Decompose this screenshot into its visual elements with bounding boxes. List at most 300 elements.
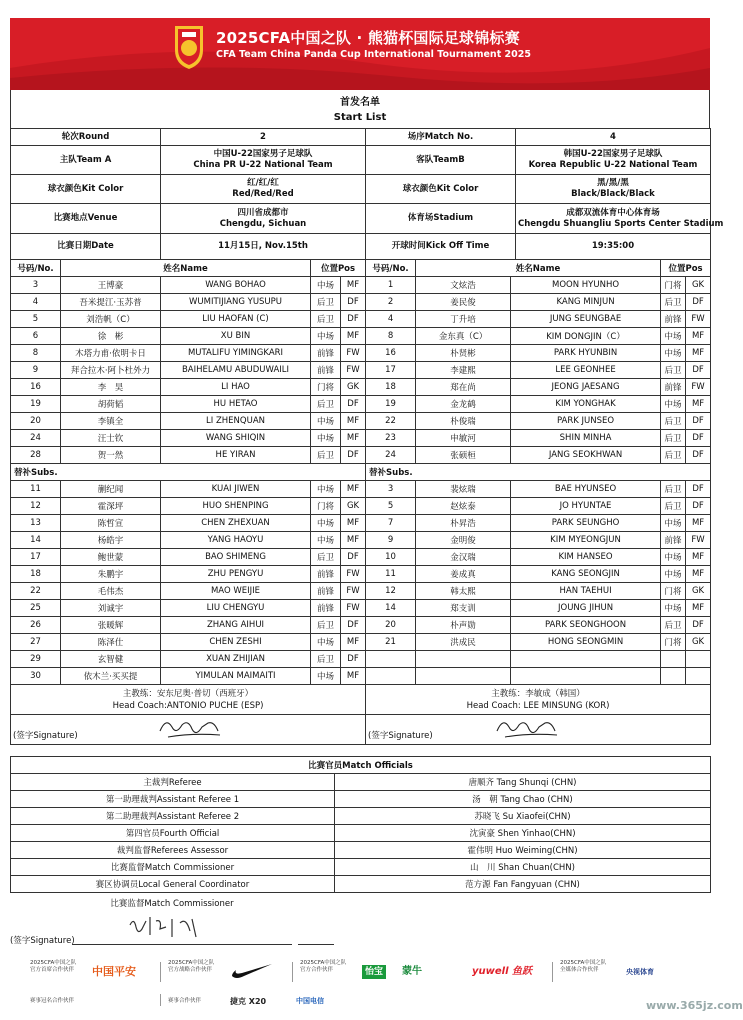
official-row bbox=[11, 876, 711, 893]
team-b-player-position-cn: 后卫 bbox=[661, 294, 686, 311]
team-a-player-name-en: BAO SHIMENG bbox=[161, 549, 311, 566]
team-a-player-number: 25 bbox=[11, 600, 61, 617]
signature-row bbox=[11, 715, 711, 745]
team-b-player-name-cn: 文炫浩 bbox=[416, 277, 511, 294]
round-label: 轮次Round bbox=[11, 129, 161, 146]
team-a-player-name-cn: 霍深坪 bbox=[61, 498, 161, 515]
team-a-player-name-en: YIMULAN MAIMAITI bbox=[161, 668, 311, 685]
team-b-player-name-en: KIM DONGJIN（C） bbox=[511, 328, 661, 345]
official-name: 汤 朝 Tang Chao (CHN) bbox=[335, 791, 711, 808]
team-a-player-name-en: WANG SHIQIN bbox=[161, 430, 311, 447]
team-b-player-name-en bbox=[511, 651, 661, 668]
team-b-player-name-en: KANG SEONGJIN bbox=[511, 566, 661, 583]
team-a-player-position-code: MF bbox=[341, 634, 366, 651]
team-b-player-position-code: GK bbox=[686, 634, 711, 651]
team-a-player-number: 17 bbox=[11, 549, 61, 566]
team-b-player-position-cn: 门将 bbox=[661, 277, 686, 294]
sub-row bbox=[11, 600, 711, 617]
team-b-player-number: 4 bbox=[366, 311, 416, 328]
team-b-player-position-code: DF bbox=[686, 362, 711, 379]
sponsor-1-line1: 2025CFA中国之队 bbox=[30, 960, 77, 966]
team-b-player-position-cn: 中场 bbox=[661, 515, 686, 532]
team-a-player-position-code: MF bbox=[341, 277, 366, 294]
team-a-player-number: 9 bbox=[11, 362, 61, 379]
sponsor-row2-caption-2: 赛事合作伙伴 bbox=[168, 998, 202, 1004]
team-a-player-name-en: BAIHELAMU ABUDUWAILI bbox=[161, 362, 311, 379]
team-a-player-position-cn: 后卫 bbox=[311, 447, 341, 464]
team-a-player-name-en: ZHANG AIHUI bbox=[161, 617, 311, 634]
team-a-player-name-cn: 依木兰·买买提 bbox=[61, 668, 161, 685]
team-a-player-name-en: CHEN ZHEXUAN bbox=[161, 515, 311, 532]
team-b-player-number: 9 bbox=[366, 532, 416, 549]
team-b-player-position-code: DF bbox=[686, 430, 711, 447]
team-b-player-name-cn: 郑支训 bbox=[416, 600, 511, 617]
team-b-player-name-en: PARK SEUNGHO bbox=[511, 515, 661, 532]
stadium-en: Chengdu Shuangliu Sports Center Stadium bbox=[518, 218, 724, 229]
team-a-player-position-cn: 中场 bbox=[311, 430, 341, 447]
sponsor-divider bbox=[160, 962, 161, 982]
sponsor-caption-4 bbox=[560, 960, 620, 984]
team-a-player-position-cn: 前锋 bbox=[311, 345, 341, 362]
sponsor-cctv-sports-logo: 央视体育 bbox=[626, 968, 654, 976]
match-label: 场序Match No. bbox=[366, 129, 516, 146]
team-a-player-name-cn: 张暖辉 bbox=[61, 617, 161, 634]
official-row bbox=[11, 774, 711, 791]
team-a-player-name-en: MAO WEIJIE bbox=[161, 583, 311, 600]
venue-cn: 四川省成都市 bbox=[237, 207, 289, 218]
signature-line bbox=[72, 944, 292, 945]
team-a-player-name-cn: 陈泽仕 bbox=[61, 634, 161, 651]
team-b-player-name-en: KIM MYEONGJUN bbox=[511, 532, 661, 549]
team-b-player-number: 14 bbox=[366, 600, 416, 617]
team-b-player-position-code: DF bbox=[686, 413, 711, 430]
team-b-player-position-cn bbox=[661, 651, 686, 668]
cfa-logo-icon bbox=[172, 24, 206, 70]
team-a-player-position-cn: 后卫 bbox=[311, 549, 341, 566]
starter-row bbox=[11, 430, 711, 447]
sponsor-3-line2: 官方合作伙伴 bbox=[300, 967, 334, 973]
kit-a-value bbox=[161, 175, 366, 204]
sponsor-caption-1 bbox=[30, 960, 90, 984]
team-a-player-number: 11 bbox=[11, 481, 61, 498]
team-a-player-name-cn: 木塔力甫·依明卡日 bbox=[61, 345, 161, 362]
team-b-player-name-en: HAN TAEHUI bbox=[511, 583, 661, 600]
team-a-value bbox=[161, 146, 366, 175]
officials-title: 比赛官员Match Officials bbox=[11, 757, 711, 774]
team-a-player-number: 16 bbox=[11, 379, 61, 396]
match-value: 4 bbox=[516, 129, 711, 146]
team-a-player-position-cn: 前锋 bbox=[311, 566, 341, 583]
starter-row bbox=[11, 345, 711, 362]
team-a-player-number: 26 bbox=[11, 617, 61, 634]
team-a-signature-cell bbox=[11, 715, 366, 745]
starter-row bbox=[11, 447, 711, 464]
official-name: 苏晓飞 Su Xiaofei(CHN) bbox=[335, 808, 711, 825]
sponsor-4-line1: 2025CFA中国之队 bbox=[560, 960, 607, 966]
team-b-player-name-en: KIM HANSEO bbox=[511, 549, 661, 566]
team-b-player-number: 2 bbox=[366, 294, 416, 311]
official-role: 裁判监督Referees Assessor bbox=[11, 842, 335, 859]
team-b-player-position-cn: 后卫 bbox=[661, 447, 686, 464]
team-b-player-position-code: FW bbox=[686, 379, 711, 396]
sponsor-divider bbox=[292, 962, 293, 982]
team-a-col-pos: 位置Pos bbox=[311, 260, 366, 277]
team-b-player-number: 10 bbox=[366, 549, 416, 566]
team-a-player-name-cn: 徐 彬 bbox=[61, 328, 161, 345]
sub-row bbox=[11, 498, 711, 515]
stadium-value bbox=[516, 204, 724, 234]
team-b-signature-label: (签字Signature) bbox=[368, 731, 433, 741]
team-a-player-name-cn: 李 昊 bbox=[61, 379, 161, 396]
venue-value bbox=[161, 204, 366, 234]
team-a-player-name-cn: 贺一然 bbox=[61, 447, 161, 464]
team-a-player-position-code: GK bbox=[341, 498, 366, 515]
team-a-player-number: 29 bbox=[11, 651, 61, 668]
date-label: 比赛日期Date bbox=[11, 234, 161, 260]
team-b-player-position-cn: 中场 bbox=[661, 566, 686, 583]
team-b-player-name-cn: 赵炫泰 bbox=[416, 498, 511, 515]
team-a-player-name-cn: 杨皓宇 bbox=[61, 532, 161, 549]
team-a-player-position-code: MF bbox=[341, 668, 366, 685]
team-a-player-position-code: DF bbox=[341, 311, 366, 328]
team-a-player-position-cn: 中场 bbox=[311, 481, 341, 498]
team-b-player-name-cn: 金汉瑞 bbox=[416, 549, 511, 566]
team-a-col-name: 姓名Name bbox=[61, 260, 311, 277]
official-role: 第二助理裁判Assistant Referee 2 bbox=[11, 808, 335, 825]
sponsor-mengniu-logo: 蒙牛 bbox=[402, 966, 422, 977]
sub-row bbox=[11, 583, 711, 600]
sub-row bbox=[11, 481, 711, 498]
team-a-player-name-cn: 刘浩帆（C） bbox=[61, 311, 161, 328]
team-b-player-name-en: PARK SEONGHOON bbox=[511, 617, 661, 634]
team-b-player-position-cn: 后卫 bbox=[661, 498, 686, 515]
team-b-player-number: 20 bbox=[366, 617, 416, 634]
team-b-player-number: 24 bbox=[366, 447, 416, 464]
team-a-player-name-en: HU HETAO bbox=[161, 396, 311, 413]
team-b-player-name-en: HONG SEONGMIN bbox=[511, 634, 661, 651]
sponsor-row2-caption-1: 赛事冠名合作伙伴 bbox=[30, 998, 75, 1004]
team-a-player-name-en: LIU HAOFAN (C) bbox=[161, 311, 311, 328]
team-a-player-name-en: HUO SHENPING bbox=[161, 498, 311, 515]
team-a-player-position-cn: 前锋 bbox=[311, 362, 341, 379]
team-b-player-name-cn: 朴贤彬 bbox=[416, 345, 511, 362]
team-a-player-name-cn: 鲍世蒙 bbox=[61, 549, 161, 566]
commissioner-label: 比赛监督Match Commissioner bbox=[110, 899, 234, 909]
team-a-player-position-code: DF bbox=[341, 651, 366, 668]
team-a-player-position-cn: 后卫 bbox=[311, 396, 341, 413]
sponsor-3-line1: 2025CFA中国之队 bbox=[300, 960, 347, 966]
team-b-player-position-cn: 前锋 bbox=[661, 311, 686, 328]
kickoff-label: 开球时间Kick Off Time bbox=[366, 234, 516, 260]
roster-header-row bbox=[11, 260, 711, 277]
team-a-player-number: 30 bbox=[11, 668, 61, 685]
team-b-player-name-cn: 金龙鹤 bbox=[416, 396, 511, 413]
team-b-player-number: 18 bbox=[366, 379, 416, 396]
team-b-player-position-code: MF bbox=[686, 396, 711, 413]
team-b-player-number: 3 bbox=[366, 481, 416, 498]
official-row bbox=[11, 791, 711, 808]
sponsor-jetour-logo: 捷克 X20 bbox=[230, 997, 267, 1006]
team-b-col-name: 姓名Name bbox=[416, 260, 661, 277]
team-b-player-number: 8 bbox=[366, 328, 416, 345]
team-b-player-name-en bbox=[511, 668, 661, 685]
start-list-title-cn: 首发名单 bbox=[340, 97, 380, 108]
team-a-player-position-code: FW bbox=[341, 600, 366, 617]
team-a-player-position-cn: 后卫 bbox=[311, 311, 341, 328]
team-b-player-number: 16 bbox=[366, 345, 416, 362]
team-b-player-number: 12 bbox=[366, 583, 416, 600]
team-a-cn: 中国U-22国家男子足球队 bbox=[213, 149, 313, 159]
team-b-player-name-cn bbox=[416, 651, 511, 668]
team-b-player-name-cn: 朴声勋 bbox=[416, 617, 511, 634]
team-b-player-position-code: MF bbox=[686, 549, 711, 566]
team-a-player-position-code: MF bbox=[341, 515, 366, 532]
team-b-handwritten-signature bbox=[493, 715, 563, 741]
team-a-player-name-cn: 胡荷韬 bbox=[61, 396, 161, 413]
team-b-player-number: 22 bbox=[366, 413, 416, 430]
sponsor-caption-2 bbox=[168, 960, 228, 984]
team-b-player-position-cn: 前锋 bbox=[661, 379, 686, 396]
team-b-player-name-en: LEE GEONHEE bbox=[511, 362, 661, 379]
team-b-player-position-code: DF bbox=[686, 481, 711, 498]
team-b-player-position-code: FW bbox=[686, 532, 711, 549]
team-a-player-position-code: MF bbox=[341, 328, 366, 345]
team-b-player-name-en: JOUNG JIHUN bbox=[511, 600, 661, 617]
team-a-player-position-cn: 中场 bbox=[311, 668, 341, 685]
team-b-player-position-cn: 前锋 bbox=[661, 532, 686, 549]
team-b-player-position-code: DF bbox=[686, 617, 711, 634]
kickoff-value: 19:35:00 bbox=[516, 234, 711, 260]
team-a-player-name-cn: 拜合拉木·阿卜杜外力 bbox=[61, 362, 161, 379]
signature-line-short bbox=[298, 944, 334, 945]
team-a-player-position-code: DF bbox=[341, 617, 366, 634]
team-a-player-position-cn: 门将 bbox=[311, 498, 341, 515]
team-b-player-position-cn: 门将 bbox=[661, 634, 686, 651]
team-a-handwritten-signature bbox=[156, 715, 226, 741]
team-a-player-position-code: DF bbox=[341, 447, 366, 464]
kit-b-value bbox=[516, 175, 711, 204]
official-name: 霍伟明 Huo Weiming(CHN) bbox=[335, 842, 711, 859]
team-b-player-position-cn: 后卫 bbox=[661, 481, 686, 498]
round-value: 2 bbox=[161, 129, 366, 146]
team-b-player-number bbox=[366, 668, 416, 685]
team-a-player-name-cn: 蒯纪闻 bbox=[61, 481, 161, 498]
team-b-player-name-en: KANG MINJUN bbox=[511, 294, 661, 311]
kit-a-cn: 红/红/红 bbox=[247, 178, 279, 188]
starter-row bbox=[11, 328, 711, 345]
sponsor-pingan-logo: 中国平安 bbox=[92, 965, 136, 978]
team-a-player-position-code: DF bbox=[341, 549, 366, 566]
team-b-player-position-cn: 中场 bbox=[661, 328, 686, 345]
official-role: 第一助理裁判Assistant Referee 1 bbox=[11, 791, 335, 808]
team-b-player-position-cn: 后卫 bbox=[661, 362, 686, 379]
team-b-player-number: 21 bbox=[366, 634, 416, 651]
team-a-player-name-cn: 李镇全 bbox=[61, 413, 161, 430]
team-a-player-name-en: LI HAO bbox=[161, 379, 311, 396]
team-a-player-name-en: XU BIN bbox=[161, 328, 311, 345]
coach-row bbox=[11, 685, 711, 715]
team-b-player-position-code: MF bbox=[686, 328, 711, 345]
starter-row bbox=[11, 362, 711, 379]
team-b-col-pos: 位置Pos bbox=[661, 260, 711, 277]
venue-label: 比赛地点Venue bbox=[11, 204, 161, 234]
team-b-label: 客队TeamB bbox=[366, 146, 516, 175]
team-b-player-position-cn: 中场 bbox=[661, 600, 686, 617]
sub-row bbox=[11, 566, 711, 583]
officials-table bbox=[10, 756, 711, 893]
team-b-player-name-en: KIM YONGHAK bbox=[511, 396, 661, 413]
team-b-player-name-en: BAE HYUNSEO bbox=[511, 481, 661, 498]
team-b-player-position-code bbox=[686, 668, 711, 685]
team-a-player-name-cn: 刘诚宇 bbox=[61, 600, 161, 617]
team-b-coach-en: Head Coach: LEE MINSUNG (KOR) bbox=[466, 700, 610, 711]
venue-en: Chengdu, Sichuan bbox=[219, 218, 307, 229]
team-a-player-number: 19 bbox=[11, 396, 61, 413]
official-row bbox=[11, 842, 711, 859]
team-b-player-number: 19 bbox=[366, 396, 416, 413]
official-row bbox=[11, 859, 711, 876]
sub-row bbox=[11, 651, 711, 668]
team-a-player-position-code: DF bbox=[341, 396, 366, 413]
sub-row bbox=[11, 617, 711, 634]
team-a-player-number: 20 bbox=[11, 413, 61, 430]
team-a-player-name-en: WUMITIJIANG YUSUPU bbox=[161, 294, 311, 311]
starter-row bbox=[11, 311, 711, 328]
team-a-player-position-cn: 中场 bbox=[311, 413, 341, 430]
team-b-player-number: 11 bbox=[366, 566, 416, 583]
nike-swoosh-icon bbox=[230, 962, 274, 980]
team-b-player-position-cn: 后卫 bbox=[661, 413, 686, 430]
team-a-coach-en: Head Coach:ANTONIO PUCHE (ESP) bbox=[112, 700, 264, 711]
roster-table bbox=[10, 259, 711, 745]
team-b-player-position-cn: 后卫 bbox=[661, 430, 686, 447]
team-a-player-number: 22 bbox=[11, 583, 61, 600]
team-a-player-position-cn: 前锋 bbox=[311, 583, 341, 600]
team-b-player-name-cn: 姜民俊 bbox=[416, 294, 511, 311]
kit-b-en: Black/Black/Black bbox=[571, 189, 655, 199]
stadium-cn: 成都双流体育中心体育场 bbox=[566, 207, 660, 218]
team-b-player-name-cn: 姜成真 bbox=[416, 566, 511, 583]
sub-row bbox=[11, 549, 711, 566]
official-role: 赛区协调员Local General Coordinator bbox=[11, 876, 335, 893]
team-b-player-name-en: SHIN MINHA bbox=[511, 430, 661, 447]
team-a-coach bbox=[11, 685, 366, 715]
subs-section-row bbox=[11, 464, 711, 481]
team-b-player-name-cn: 丁升培 bbox=[416, 311, 511, 328]
team-a-player-position-code: FW bbox=[341, 566, 366, 583]
team-b-subs-label: 替补Subs. bbox=[366, 464, 711, 481]
team-b-en: Korea Republic U-22 National Team bbox=[528, 160, 698, 170]
team-a-player-name-en: HE YIRAN bbox=[161, 447, 311, 464]
team-a-col-no: 号码/No. bbox=[11, 260, 61, 277]
team-a-player-name-cn: 毛伟杰 bbox=[61, 583, 161, 600]
sponsor-divider bbox=[160, 994, 161, 1006]
team-b-player-name-en: JEONG JAESANG bbox=[511, 379, 661, 396]
team-b-player-name-cn: 裴炫瑞 bbox=[416, 481, 511, 498]
team-b-value bbox=[516, 146, 711, 175]
team-a-player-position-code: GK bbox=[341, 379, 366, 396]
sub-row bbox=[11, 634, 711, 651]
team-a-player-position-cn: 前锋 bbox=[311, 600, 341, 617]
team-b-player-position-code: MF bbox=[686, 566, 711, 583]
team-a-player-name-en: LI ZHENQUAN bbox=[161, 413, 311, 430]
team-a-player-number: 14 bbox=[11, 532, 61, 549]
official-role: 第四官员Fourth Official bbox=[11, 825, 335, 842]
team-a-player-number: 27 bbox=[11, 634, 61, 651]
team-b-player-position-cn: 后卫 bbox=[661, 617, 686, 634]
team-b-player-position-code: GK bbox=[686, 277, 711, 294]
kit-a-label: 球衣颜色Kit Color bbox=[11, 175, 161, 204]
sponsor-1-line2: 官方首席合作伙伴 bbox=[30, 967, 75, 973]
team-b-player-number bbox=[366, 651, 416, 668]
team-a-player-name-en: KUAI JIWEN bbox=[161, 481, 311, 498]
team-b-player-position-cn: 中场 bbox=[661, 345, 686, 362]
team-b-player-number: 7 bbox=[366, 515, 416, 532]
team-a-label: 主队Team A bbox=[11, 146, 161, 175]
team-b-player-position-code: MF bbox=[686, 345, 711, 362]
team-a-player-number: 5 bbox=[11, 311, 61, 328]
team-a-player-number: 24 bbox=[11, 430, 61, 447]
team-a-player-name-cn: 汪士钦 bbox=[61, 430, 161, 447]
team-a-player-position-cn: 后卫 bbox=[311, 651, 341, 668]
stadium-label: 体育场Stadium bbox=[366, 204, 516, 234]
team-a-player-position-code: FW bbox=[341, 362, 366, 379]
team-a-player-position-cn: 门将 bbox=[311, 379, 341, 396]
team-a-player-position-code: DF bbox=[341, 294, 366, 311]
sponsor-china-telecom-logo: 中国电信 bbox=[296, 997, 324, 1005]
kit-b-label: 球衣颜色Kit Color bbox=[366, 175, 516, 204]
team-b-player-name-cn: 张硕桓 bbox=[416, 447, 511, 464]
team-a-player-number: 18 bbox=[11, 566, 61, 583]
official-name: 山 川 Shan Chuan(CHN) bbox=[335, 859, 711, 876]
team-b-player-position-cn: 中场 bbox=[661, 549, 686, 566]
team-b-player-position-cn: 中场 bbox=[661, 396, 686, 413]
team-a-player-number: 6 bbox=[11, 328, 61, 345]
team-b-player-position-cn: 门将 bbox=[661, 583, 686, 600]
sponsor-4-line2: 全媒体合作伙伴 bbox=[560, 967, 599, 973]
starter-row bbox=[11, 396, 711, 413]
team-b-player-number: 5 bbox=[366, 498, 416, 515]
team-a-player-name-cn: 吾米提江·玉苏普 bbox=[61, 294, 161, 311]
sponsor-yuwell-logo: yuwell 鱼跃 bbox=[472, 966, 532, 977]
team-a-player-name-en: XUAN ZHIJIAN bbox=[161, 651, 311, 668]
team-b-player-position-code bbox=[686, 651, 711, 668]
team-a-player-position-cn: 中场 bbox=[311, 634, 341, 651]
bottom-signature-label: (签字Signature) bbox=[10, 936, 75, 946]
team-b-player-name-cn bbox=[416, 668, 511, 685]
team-b-player-number: 23 bbox=[366, 430, 416, 447]
sponsor-2-line1: 2025CFA中国之队 bbox=[168, 960, 215, 966]
team-b-player-name-cn: 朴俊瑞 bbox=[416, 413, 511, 430]
team-b-player-name-en: JANG SEOKHWAN bbox=[511, 447, 661, 464]
team-a-player-name-en: YANG HAOYU bbox=[161, 532, 311, 549]
team-b-player-name-cn: 金东真（C） bbox=[416, 328, 511, 345]
official-name: 唐顺齐 Tang Shunqi (CHN) bbox=[335, 774, 711, 791]
team-a-player-position-code: MF bbox=[341, 532, 366, 549]
starter-row bbox=[11, 294, 711, 311]
starter-row bbox=[11, 277, 711, 294]
team-a-player-position-cn: 中场 bbox=[311, 328, 341, 345]
team-b-player-position-code: DF bbox=[686, 447, 711, 464]
team-b-player-name-cn: 洪成民 bbox=[416, 634, 511, 651]
official-role: 比赛监督Match Commissioner bbox=[11, 859, 335, 876]
team-a-player-position-code: FW bbox=[341, 583, 366, 600]
team-b-player-name-cn: 申敏河 bbox=[416, 430, 511, 447]
team-a-player-name-cn: 陈哲宣 bbox=[61, 515, 161, 532]
team-a-player-name-en: MUTALIFU YIMINGKARI bbox=[161, 345, 311, 362]
team-a-player-number: 13 bbox=[11, 515, 61, 532]
team-a-player-position-code: MF bbox=[341, 481, 366, 498]
